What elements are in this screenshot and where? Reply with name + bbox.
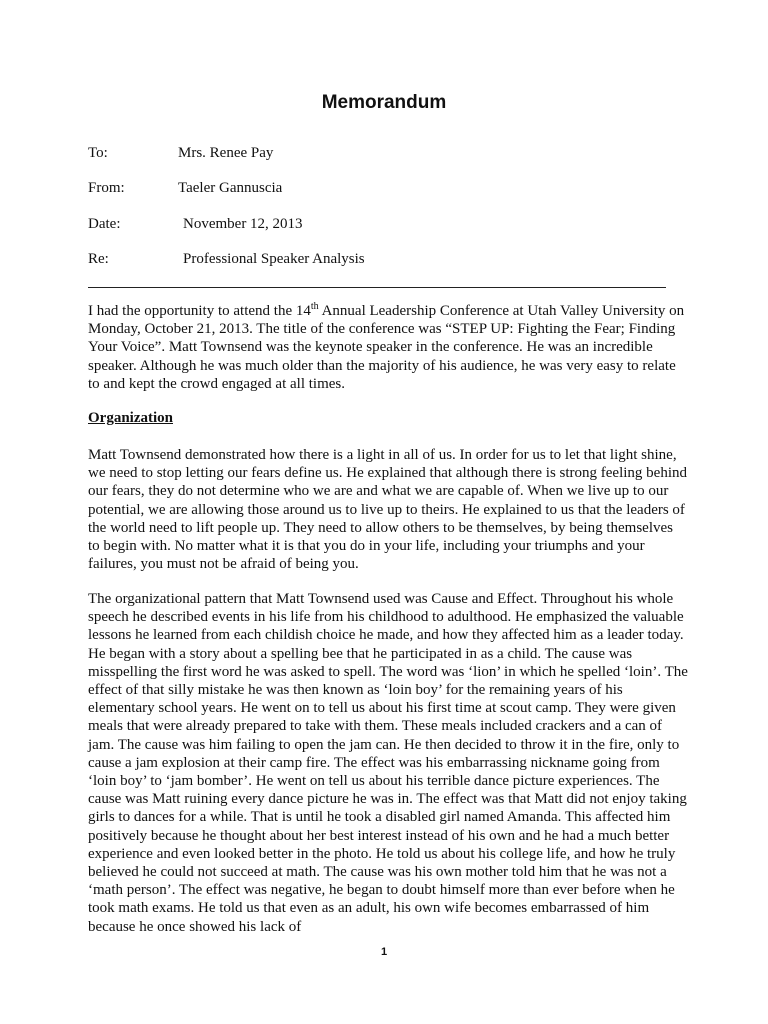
intro-ordinal-suffix: th	[310, 301, 319, 312]
intro-text-start: I had the opportunity to attend the 14	[88, 303, 311, 319]
memo-title: Memorandum	[321, 92, 447, 113]
to-label: To:	[88, 145, 108, 161]
body-paragraph-2: The organizational pattern that Matt Townsend used was Cause and Effect. Throughout his whole speech he described events in his life from his childhood to adulthood. He emphasized the valuable lessons he learned from each childish choice he made, and how they affected him as a leader today. He began with a story about a spelling bee that he participated in as a child. The cause was misspelling the first word he was asked to spell. The word was ‘lion’ in which he spelled ‘loin’. The effect of that silly mistake he was then known as ‘loin boy’ for the remaining years of his elementary school years. He went on to tell us about his first time at scout camp. They were given meals that were already prepared to take with them. These meals included crackers and a can of jam. The cause was him failing to open the jam can. He then decided to throw it in the fire, only to cause a jam explosion at their camp fire. The effect was his embarrassing nickname going from ‘loin boy’ to ‘jam bomber’. He went on tell us about his terrible dance picture experiences. The cause was Matt ruining every dance picture he was in. The effect was that Matt did not enjoy taking girls to dances for a while. That is until he took a disabled girl named Amanda. This affected him positively because he thought about her best interest instead of his own and he had a much better experience and even looked better in the photo. He told us about his college life, and how he truly believed he could not succeed at math. The cause was his own mother told him that he was not a ‘math person’. The effect was negative, he began to doubt himself more than ever before when he took math exams. He told us that even as an adult, his own wife becomes embarrassed of him because he once showed his lack of	[88, 591, 688, 935]
section-heading-organization: Organization	[88, 410, 173, 426]
to-row	[88, 144, 273, 162]
page-number: 1	[380, 946, 388, 958]
from-row	[88, 179, 282, 197]
intro-paragraph	[88, 302, 688, 393]
date-value: November 12, 2013	[183, 216, 303, 232]
from-value: Taeler Gannuscia	[178, 180, 283, 196]
date-row	[88, 215, 303, 233]
from-label: From:	[88, 180, 125, 196]
re-row	[88, 250, 365, 268]
date-label: Date:	[88, 216, 121, 232]
intro-text-end: Annual Leadership Conference at Utah Valley University on Monday, October 21, 2013. The title of the conference was “STEP UP: Fighting the Fear; Finding Your Voice”. Matt Townsend was the keynote speaker in the conference. He was an incredible speaker. Although he was much older than the majority of his audience, he was very easy to relate to and kept the crowd engaged at all times.	[88, 303, 685, 392]
header-divider	[88, 287, 666, 288]
body-paragraph-1: Matt Townsend demonstrated how there is a light in all of us. In order for us to let that light shine, we need to stop letting our fears define us. He explained that although there is strong feeling behind our fears, they do not determine who we are and what we are capable of. When we live up to our potential, we are allowing those around us to live up to theirs. He explained to us that the leaders of the world need to lift people up. They need to allow others to be themselves, by being themselves to begin with. No matter what it is that you do in your life, including your triumphs and your failures, you must not be afraid of being you.	[88, 447, 687, 573]
to-value: Mrs. Renee Pay	[178, 145, 274, 161]
re-value: Professional Speaker Analysis	[183, 251, 365, 267]
re-label: Re:	[88, 251, 109, 267]
